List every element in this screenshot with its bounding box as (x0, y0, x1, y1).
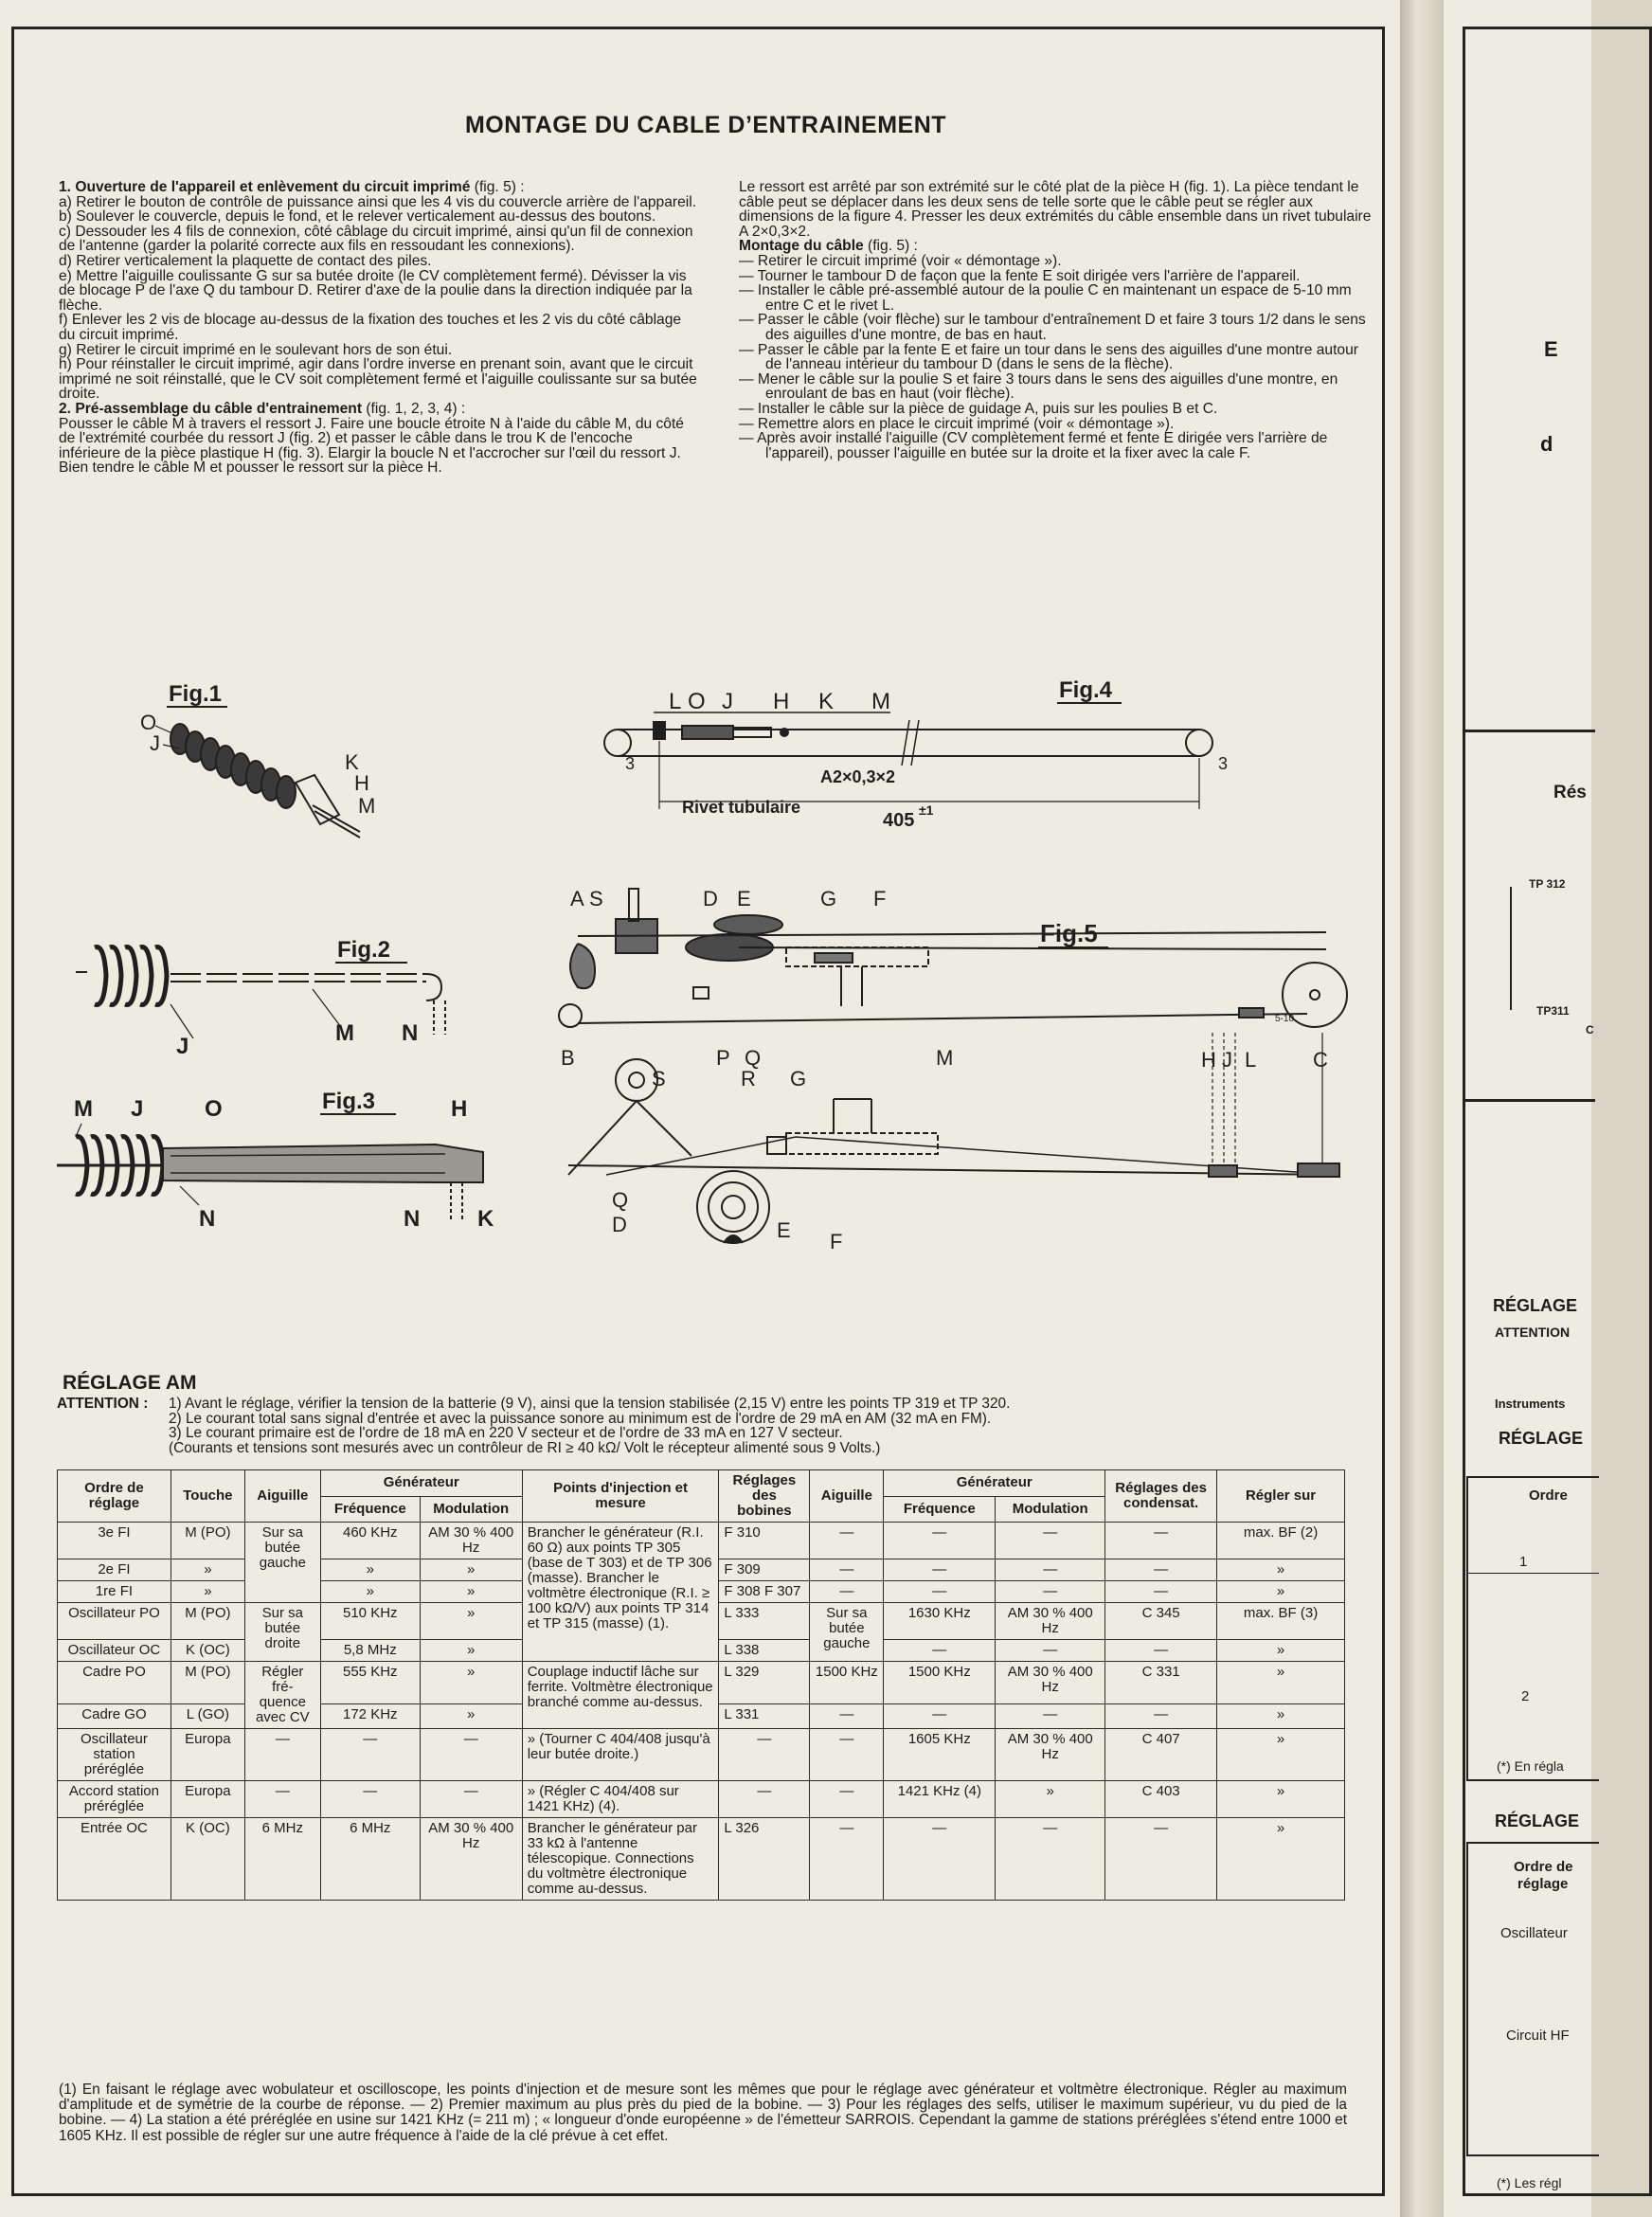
fig4-end-left: 3 (625, 754, 636, 773)
fig5-label: E (777, 1218, 791, 1242)
cell-bobines: L 329 (719, 1662, 810, 1704)
fig5-label: D (612, 1213, 627, 1236)
cell-bobines: L 331 (719, 1703, 810, 1728)
right-fragment-c: C (1586, 1023, 1594, 1036)
fig3-label: O (205, 1096, 223, 1122)
step-g: g) Retirer le circuit imprimé en le soulevant hors de son étui. (59, 341, 453, 358)
fig4-tolerance: ±1 (919, 802, 934, 818)
cell-condensat: — (1105, 1818, 1217, 1901)
col-frequence: Fréquence (320, 1496, 420, 1523)
table-row (58, 1781, 1345, 1818)
cell-frequence: » (320, 1581, 420, 1603)
cell-regler: » (1217, 1818, 1345, 1901)
cell-frequence-2: — (884, 1818, 996, 1901)
cell-bobines: — (719, 1781, 810, 1818)
cell-frequence: 510 KHz (320, 1603, 420, 1640)
cell-touche: M (PO) (171, 1523, 244, 1559)
cell-modulation-2: — (996, 1818, 1105, 1901)
cell-aiguille: Régler fré-quence avec CV (244, 1662, 320, 1729)
cell-touche: » (171, 1559, 244, 1581)
cell-points: Brancher le générateur par 33 kΩ à l'antenne télescopique. Connections du voltmètre électronique comme au-dessus. (522, 1818, 719, 1901)
cell-frequence: 6 MHz (320, 1818, 420, 1901)
fig5-label: H (1201, 1048, 1216, 1072)
right-table-line (1466, 1476, 1599, 1478)
figure-3 (57, 1089, 494, 1232)
fig1-label: H (354, 771, 369, 795)
text-column-left (59, 180, 697, 476)
figure-1 (140, 681, 375, 838)
fig5-gap-label: 5-10 (1275, 1014, 1295, 1024)
right-fragment-oscillateur: Oscillateur (1500, 1925, 1568, 1941)
fig4-title: Fig.4 (1059, 677, 1113, 703)
fig5-title: Fig.5 (1040, 919, 1098, 947)
cell-frequence-2: 1421 KHz (4) (884, 1781, 996, 1818)
col-modulation-2: Modulation (996, 1496, 1105, 1523)
cell-aiguille: Sur sa butée droite (244, 1603, 320, 1662)
right-table-line (1466, 1779, 1599, 1781)
col-generateur: Générateur (320, 1470, 522, 1497)
cell-condensat: — (1105, 1523, 1217, 1559)
cell-modulation-2: — (996, 1640, 1105, 1662)
attention-block (57, 1397, 1383, 1455)
cell-touche: K (OC) (171, 1818, 244, 1901)
attention-note: 3) Le courant primaire est de l'ordre de 18 mA en 220 V secteur et de l'ordre de 33 mA en 127 V secteur. (169, 1425, 843, 1441)
fig5-label: A (570, 887, 584, 910)
cell-frequence-2: 1605 KHz (884, 1729, 996, 1781)
cell-regler: » (1217, 1729, 1345, 1781)
cell-touche: M (PO) (171, 1662, 244, 1704)
fig3-label: K (477, 1206, 494, 1232)
mount-step: — Passer le câble (voir flèche) sur le tambour d'entraînement D et faire 3 tours 1/2 dans le sens des aiguilles d'une montre, de bas en haut. (739, 312, 1366, 343)
cell-ordre: 3e FI (58, 1523, 171, 1559)
cell-modulation: » (420, 1559, 522, 1581)
fig5-label: Q (745, 1046, 762, 1070)
fig5-label: P (716, 1046, 730, 1070)
cell-condensat: C 345 (1105, 1603, 1217, 1640)
section-2-heading: 2. Pré-assemblage du câble d'entrainement (59, 400, 363, 417)
step-b: b) Soulever le couvercle, depuis le fond, et le relever verticalement au-dessus des boutons. (59, 208, 656, 225)
right-table-line (1466, 1476, 1468, 1779)
cell-regler: max. BF (2) (1217, 1523, 1345, 1559)
section-2-text: Pousser le câble M à travers el ressort J. Faire une boucle étroite N à l'aide du câble M, du côté de l'extrémité courbée du ressort J (fig. 2) et passer le câble dans le trou K de l'encoche inférieure de la pièce plastique H (fig. 3). Elargir la boucle N et l'accrocher sur l'œil du ressort J. Bien tendre le câble M et pousser le ressort sur la pièce H. (59, 415, 684, 477)
fig5-label: Q (612, 1188, 629, 1212)
fig4-end-right: 3 (1218, 754, 1229, 773)
cell-modulation-2: AM 30 % 400 Hz (996, 1729, 1105, 1781)
fig5-label: S (589, 887, 603, 910)
cell-points: Brancher le générateur (R.I. 60 Ω) aux points TP 305 (base de T 303) et de TP 306 (masse). Brancher le voltmètre électronique (R.I. ≥ 100 kΩ/V) aux points TP 314 et TP 315 (masse) (1). (522, 1523, 719, 1662)
cell-regler: » (1217, 1703, 1345, 1728)
cell-regler: » (1217, 1662, 1345, 1704)
cell-frequence-2: 1630 KHz (884, 1603, 996, 1640)
cell-regler: » (1217, 1781, 1345, 1818)
fig1-spring (171, 724, 360, 838)
cell-condensat: — (1105, 1640, 1217, 1662)
cell-ordre: Oscillateur PO (58, 1603, 171, 1640)
cell-frequence-2: — (884, 1640, 996, 1662)
mount-step: — Installer le câble pré-assemblé autour de la poulie C en maintenant un espace de 5-10 mm entre C et le rivet L. (739, 282, 1352, 314)
section-2-ref: (fig. 1, 2, 3, 4) : (362, 400, 466, 417)
mount-step: — Mener le câble sur la poulie S et faire 3 tours dans le sens des aiguilles d'une montre, en enroulant de bas en haut (voir flèche). (739, 370, 1338, 403)
right-fragment-instruments: Instruments (1495, 1397, 1566, 1411)
section-3-ref: (fig. 5) : (863, 238, 918, 255)
fig2-label: M (335, 1020, 354, 1046)
right-fragment-reglage: RÉGLAGE (1499, 1429, 1584, 1448)
right-fragment-circuit: Circuit HF (1506, 2028, 1570, 2044)
spring-text: Le ressort est arrêté par son extrémité sur le côté plat de la pièce H (fig. 1). La pièce tendant le câble peut se déplacer dans les deux sens de telle sorte que le câble peut se régler aux dimensions de la figure 4. Presser les deux extrémités du câble ensemble dans un rivet tubulaire A 2×0,3×2. (739, 179, 1372, 240)
cell-modulation: — (420, 1729, 522, 1781)
cell-bobines: — (719, 1729, 810, 1781)
cell-frequence: 555 KHz (320, 1662, 420, 1704)
cell-ordre: Entrée OC (58, 1818, 171, 1901)
fig4-rivet-label: Rivet tubulaire (682, 798, 801, 817)
right-fragment-reglage: RÉGLAGE (1495, 1811, 1580, 1830)
cell-modulation: — (420, 1781, 522, 1818)
cell-bobines: L 326 (719, 1818, 810, 1901)
right-fragment-d: d (1540, 432, 1553, 456)
mount-step: — Passer le câble par la fente E et faire un tour dans le sens des aiguilles d'une montre autour de l'anneau intérieur du tambour D (dans le sens de la flèche). (739, 341, 1358, 373)
step-f: f) Enlever les 2 vis de blocage au-dessus de la fixation des touches et les 2 vis du côté câblage du circuit imprimé. (59, 312, 682, 343)
attention-note: (Courants et tensions sont mesurés avec un contrôleur de RI ≥ 40 kΩ/ Volt le récepteur alimenté sous 9 Volts.) (169, 1439, 881, 1456)
fig1-title: Fig.1 (169, 681, 223, 707)
cell-frequence: 172 KHz (320, 1703, 420, 1728)
cell-touche: Europa (171, 1781, 244, 1818)
cell-frequence-2: — (884, 1703, 996, 1728)
right-table-line (1466, 2154, 1599, 2156)
right-fragment-e: E (1544, 337, 1558, 361)
fig5-label: S (652, 1067, 666, 1090)
cell-touche: K (OC) (171, 1640, 244, 1662)
fig2-title: Fig.2 (337, 937, 391, 963)
cell-touche: Europa (171, 1729, 244, 1781)
page-gutter (1400, 0, 1444, 2217)
cell-modulation: » (420, 1581, 522, 1603)
attention-note: 1) Avant le réglage, vérifier la tension de la batterie (9 V), ainsi que la tension stabilisée (2,15 V) entre les points TP 319 et TP 320. (169, 1396, 1011, 1412)
cell-modulation: » (420, 1703, 522, 1728)
fig4-label: K (818, 689, 835, 714)
fig4-label: M (871, 689, 890, 714)
cell-frequence: — (320, 1729, 420, 1781)
table-footnote: (1) En faisant le réglage avec wobulateur et oscilloscope, les points d'injection et de mesure sont les mêmes que pour le réglage avec générateur et voltmètre électronique. Régler au maximum d'amplitude et de symétrie de la courbe de réponse. — 2) Premier maximum au plus près du pied de la bobine. — 3) Pour les réglages des selfs, utiliser le maximum supérieur, vu du pied de la bobine. — 4) La station a été préréglée en usine sur 1421 KHz (= 211 m) ; « longueur d'onde européenne » de l'émetteur SARROIS. Cependant la gamme de stations préréglées s'étend entre 1000 et 1605 KHz. Il est possible de régler sur une autre fréquence à l'aide de la clé prévue à cet effet. (59, 2082, 1347, 2144)
section-1-ref: (fig. 5) : (470, 179, 525, 195)
fig5-label: C (1313, 1048, 1328, 1072)
col-frequence-2: Fréquence (884, 1496, 996, 1523)
cell-frequence: 5,8 MHz (320, 1640, 420, 1662)
cell-touche: L (GO) (171, 1703, 244, 1728)
mechanical-figures (38, 663, 1383, 1251)
figure-5 (559, 887, 1347, 1253)
attention-label: ATTENTION : (57, 1396, 149, 1412)
fig4-length: 405 (883, 810, 915, 831)
cell-ordre: Oscillateur station préréglée (58, 1729, 171, 1781)
col-condensat: Réglages des condensat. (1105, 1470, 1217, 1523)
fig4-label: J (722, 689, 733, 714)
step-a: a) Retirer le bouton de contrôle de puissance ainsi que les 4 vis du couvercle arrière de l'appareil. (59, 193, 697, 210)
step-e: e) Mettre l'aiguille coulissante G sur sa butée droite (le CV complètement fermé). Dévisser la vis de blocage P de l'axe Q du tambour D. Retirer d'axe de la poulie dans la direction indiquée par la flèche. (59, 267, 692, 314)
cell-bobines: F 310 (719, 1523, 810, 1559)
cell-aiguille-2: — (810, 1559, 884, 1581)
fig4-label: O (688, 689, 706, 714)
right-fragment-ordre: Ordre (1529, 1487, 1568, 1504)
table-row (58, 1818, 1345, 1901)
right-fragment-tp312: TP 312 (1529, 877, 1566, 891)
fig3-label: N (404, 1206, 421, 1232)
table-row (58, 1662, 1345, 1704)
cell-aiguille-2: — (810, 1523, 884, 1559)
col-bobines: Réglages des bobines (719, 1470, 810, 1523)
cell-points: » (Régler C 404/408 sur 1421 KHz) (4). (522, 1781, 719, 1818)
fig5-label: J (1222, 1048, 1232, 1072)
step-c: c) Dessouder les 4 fils de connexion, côté câblage du circuit imprimé, ainsi qu'un fil de connexion de l'antenne (garder la polarité correcte aux fils en ressoudant les connexions). (59, 223, 693, 255)
cell-ordre: Accord station préréglée (58, 1781, 171, 1818)
mount-step: — Remettre alors en place le circuit imprimé (voir « démontage »). (739, 415, 1175, 432)
mount-step: — Installer le câble sur la pièce de guidage A, puis sur les poulies B et C. (739, 400, 1218, 417)
cell-aiguille-2: — (810, 1581, 884, 1603)
fig1-label: M (358, 794, 376, 818)
attention-note: 2) Le courant total sans signal d'entrée et avec la puissance sonore au minimum est de l'ordre de 29 mA en AM (32 mA en FM). (169, 1410, 992, 1427)
cell-frequence-2: — (884, 1581, 996, 1603)
figure-4 (604, 677, 1228, 831)
step-h: h) Pour réinstaller le circuit imprimé, agir dans l'ordre inverse en prenant soin, avant que le circuit imprimé ne soit réinstallé, que le CV soit complètement fermé et l'aiguille coulissante sur sa butée droite. (59, 356, 697, 403)
col-regler: Régler sur (1217, 1470, 1345, 1523)
cell-modulation-2: AM 30 % 400 Hz (996, 1662, 1105, 1704)
cell-bobines: F 309 (719, 1559, 810, 1581)
cell-bobines: L 338 (719, 1640, 810, 1662)
cell-frequence: 460 KHz (320, 1523, 420, 1559)
cell-ordre: 2e FI (58, 1559, 171, 1581)
cell-modulation: » (420, 1603, 522, 1640)
cell-modulation: AM 30 % 400 Hz (420, 1818, 522, 1901)
cell-aiguille-2: — (810, 1818, 884, 1901)
fig3-label: M (74, 1096, 93, 1122)
cell-frequence-2: — (884, 1559, 996, 1581)
right-fragment-note: (*) En régla (1497, 1758, 1564, 1774)
right-sheet (1444, 0, 1594, 2217)
right-fragment-res: Rés (1553, 783, 1587, 802)
cell-condensat: — (1105, 1559, 1217, 1581)
right-schematic-line (1510, 887, 1512, 1010)
col-modulation: Modulation (420, 1496, 522, 1523)
fig1-label: K (345, 750, 359, 774)
cell-condensat: C 403 (1105, 1781, 1217, 1818)
step-d: d) Retirer verticalement la plaquette de contact des piles. (59, 252, 432, 269)
fig5-label: F (830, 1230, 843, 1253)
fig5-label: L (1245, 1048, 1257, 1072)
cell-aiguille: Sur sa butée gauche (244, 1523, 320, 1603)
cell-aiguille-2: — (810, 1729, 884, 1781)
fig5-label: G (820, 887, 837, 910)
col-points: Points d'injection et mesure (522, 1470, 719, 1523)
right-fragment-two: 2 (1521, 1688, 1530, 1704)
fig5-label: E (737, 887, 751, 910)
table-row (58, 1523, 1345, 1559)
figure-2 (76, 937, 445, 1059)
fig1-label: J (150, 731, 160, 755)
fig5-label: B (561, 1046, 575, 1070)
col-ordre: Ordre de réglage (58, 1470, 171, 1523)
cell-regler: » (1217, 1581, 1345, 1603)
cell-modulation-2: — (996, 1581, 1105, 1603)
cell-condensat: C 331 (1105, 1662, 1217, 1704)
text-column-right (739, 180, 1377, 460)
cell-bobines: L 333 (719, 1603, 810, 1640)
cell-aiguille-2: — (810, 1781, 884, 1818)
mount-step: — Retirer le circuit imprimé (voir « démontage »). (739, 252, 1062, 269)
fig5-label: M (936, 1046, 954, 1070)
cell-frequence: — (320, 1781, 420, 1818)
cell-touche: » (171, 1581, 244, 1603)
right-fragment-tp311: TP311 (1536, 1004, 1570, 1018)
cell-ordre: 1re FI (58, 1581, 171, 1603)
cell-modulation: » (420, 1662, 522, 1704)
cell-regler: » (1217, 1559, 1345, 1581)
fig2-label: N (402, 1020, 419, 1046)
mount-step: — Après avoir installé l'aiguille (CV complètement fermé et fente E dirigée vers l'arrière de l'appareil), pousser l'aiguille en butée sur la droite et la fixer avec la cale F. (739, 430, 1328, 461)
right-table-line (1466, 1573, 1599, 1574)
table-row (58, 1729, 1345, 1781)
cell-bobines: F 308 F 307 (719, 1581, 810, 1603)
fig5-label: D (703, 887, 718, 910)
reglage-am-title: RÉGLAGE AM (63, 1372, 197, 1394)
right-fragment-note: (*) Les régl (1497, 2175, 1562, 2190)
cell-frequence-2: 1500 KHz (884, 1662, 996, 1704)
fig4-label: H (773, 689, 790, 714)
cell-aiguille: — (244, 1781, 320, 1818)
cell-aiguille-2: Sur sa butée gauche (810, 1603, 884, 1662)
col-aiguille: Aiguille (244, 1470, 320, 1523)
fig3-label: N (199, 1206, 216, 1232)
fig3-title: Fig.3 (322, 1089, 376, 1114)
cell-condensat: — (1105, 1581, 1217, 1603)
cell-ordre: Cadre GO (58, 1703, 171, 1728)
mount-step: — Tourner le tambour D de façon que la fente E soit dirigée vers l'arrière de l'appareil. (739, 267, 1301, 284)
cell-aiguille-2: — (810, 1703, 884, 1728)
section-1-heading: 1. Ouverture de l'appareil et enlèvement du circuit imprimé (59, 179, 471, 195)
cell-aiguille-2: 1500 KHz (810, 1662, 884, 1704)
cell-ordre: Oscillateur OC (58, 1640, 171, 1662)
right-table-line (1466, 1842, 1468, 2154)
cell-modulation-2: AM 30 % 400 Hz (996, 1603, 1105, 1640)
cell-modulation-2: — (996, 1703, 1105, 1728)
right-fragment-one: 1 (1519, 1554, 1528, 1570)
cell-condensat: C 407 (1105, 1729, 1217, 1781)
cell-regler: » (1217, 1640, 1345, 1662)
col-generateur-2: Générateur (884, 1470, 1105, 1497)
right-fragment-reglage: RÉGLAGE (1493, 1296, 1578, 1315)
fig4-cable-dim: A2×0,3×2 (820, 767, 896, 786)
cell-modulation-2: — (996, 1523, 1105, 1559)
fig5-label: R (741, 1067, 756, 1090)
fig2-label: J (176, 1034, 189, 1059)
cell-touche: M (PO) (171, 1603, 244, 1640)
cell-frequence-2: — (884, 1523, 996, 1559)
right-table-line (1466, 1842, 1599, 1844)
cell-frequence: » (320, 1559, 420, 1581)
right-fragment-reglage-word: réglage (1517, 1876, 1569, 1892)
cell-regler: max. BF (3) (1217, 1603, 1345, 1640)
right-divider (1463, 1099, 1595, 1102)
cell-condensat: — (1105, 1703, 1217, 1728)
fig3-label: H (451, 1096, 468, 1122)
section-3-heading: Montage du câble (739, 238, 864, 255)
cell-aiguille: — (244, 1729, 320, 1781)
cell-ordre: Cadre PO (58, 1662, 171, 1704)
fig5-label: F (873, 887, 887, 910)
right-fragment-ordre-de: Ordre de (1514, 1859, 1573, 1875)
page-title: MONTAGE DU CABLE D’ENTRAINEMENT (464, 112, 947, 138)
cell-modulation: » (420, 1640, 522, 1662)
cell-modulation-2: » (996, 1781, 1105, 1818)
fig5-label: G (790, 1067, 807, 1090)
right-divider (1463, 730, 1595, 732)
reglage-am-table (57, 1469, 1345, 1901)
fig1-label: O (140, 711, 157, 734)
cell-points: » (Tourner C 404/408 jusqu'à leur butée droite.) (522, 1729, 719, 1781)
fig4-label: L (669, 689, 682, 714)
right-fragment-attention: ATTENTION (1495, 1325, 1571, 1340)
cell-aiguille: 6 MHz (244, 1818, 320, 1901)
col-aiguille-2: Aiguille (810, 1470, 884, 1523)
fig3-label: J (131, 1096, 144, 1122)
col-touche: Touche (171, 1470, 244, 1523)
cell-modulation: AM 30 % 400 Hz (420, 1523, 522, 1559)
cell-modulation-2: — (996, 1559, 1105, 1581)
cell-points: Couplage inductif lâche sur ferrite. Voltmètre électronique branché comme au-dessus. (522, 1662, 719, 1729)
